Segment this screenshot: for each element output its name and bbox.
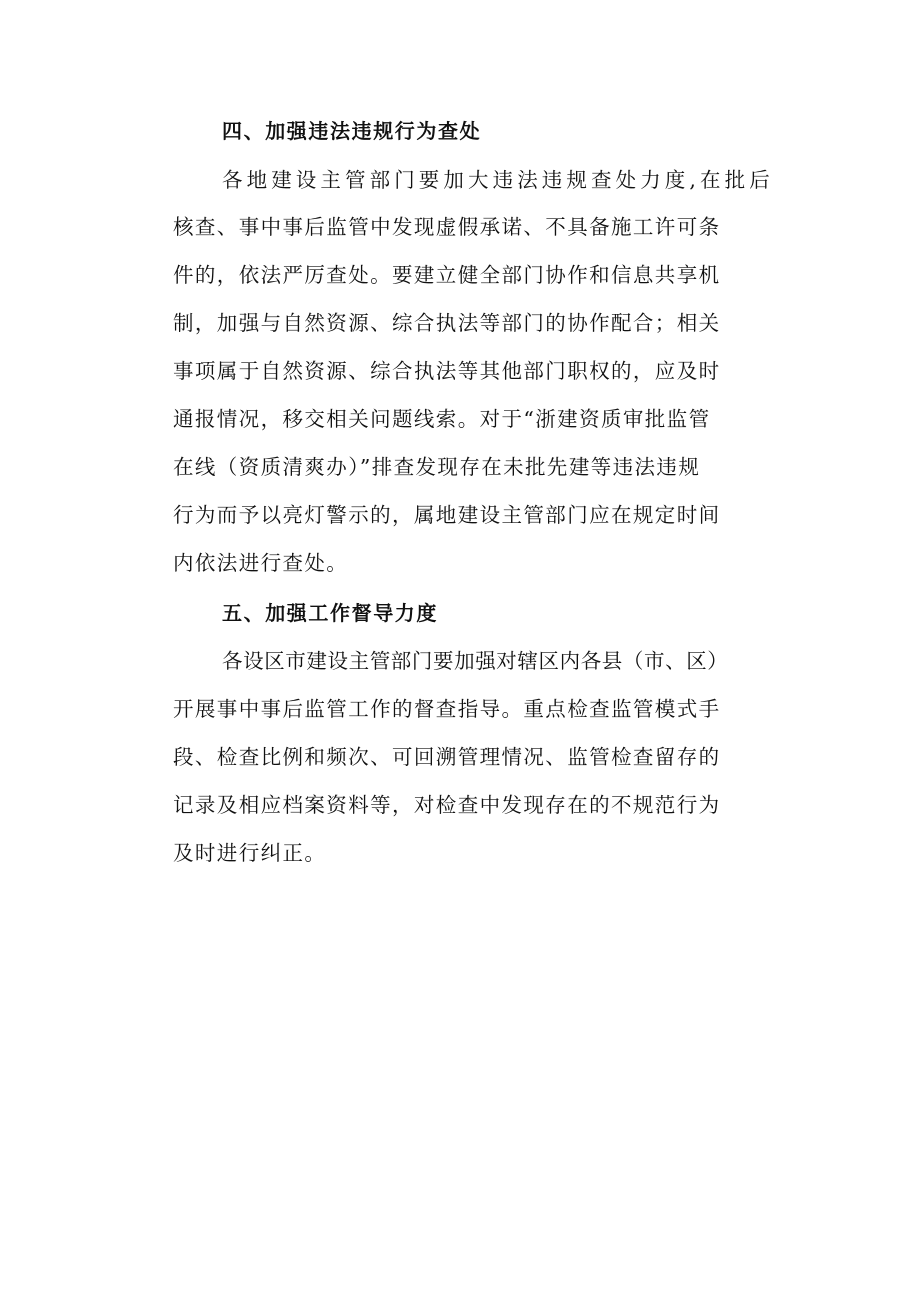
section-4-line: 制，加强与自然资源、综合执法等部门的协作配合；相关 — [173, 311, 721, 335]
section-5-line: 各设区市建设主管部门要加强对辖区内各县（市、区） — [222, 649, 729, 673]
section-4-line: 各地建设主管部门要加大违法违规查处力度,在批后 — [222, 168, 774, 192]
section-4-line: 核查、事中事后监管中发现虚假承诺、不具备施工许可条 — [173, 215, 721, 239]
section-5-line: 及时进行纠正。 — [173, 841, 327, 865]
section-4-line: 件的，依法严厉查处。要建立健全部门协作和信息共享机 — [173, 263, 721, 287]
section-4-line: 内依法进行查处。 — [173, 551, 349, 575]
section-5-line: 记录及相应档案资料等，对检查中发现存在的不规范行为 — [173, 793, 721, 817]
section-4-line: 事项属于自然资源、综合执法等其他部门职权的，应及时 — [173, 359, 721, 383]
section-5-line: 段、检查比例和频次、可回溯管理情况、监管检查留存的 — [173, 745, 721, 769]
section-4-heading: 四、加强违法违规行为查处 — [222, 119, 482, 143]
section-5-line: 开展事中事后监管工作的督查指导。重点检查监管模式手 — [173, 697, 721, 721]
section-4-line: 通报情况，移交相关问题线索。对于“浙建资质审批监管 — [173, 407, 711, 431]
section-5-heading: 五、加强工作督导力度 — [222, 601, 438, 625]
section-4-line: 行为而予以亮灯警示的，属地建设主管部门应在规定时间 — [173, 503, 721, 527]
section-4-line: 在线（资质清爽办）”排查发现存在未批先建等违法违规 — [173, 455, 701, 479]
